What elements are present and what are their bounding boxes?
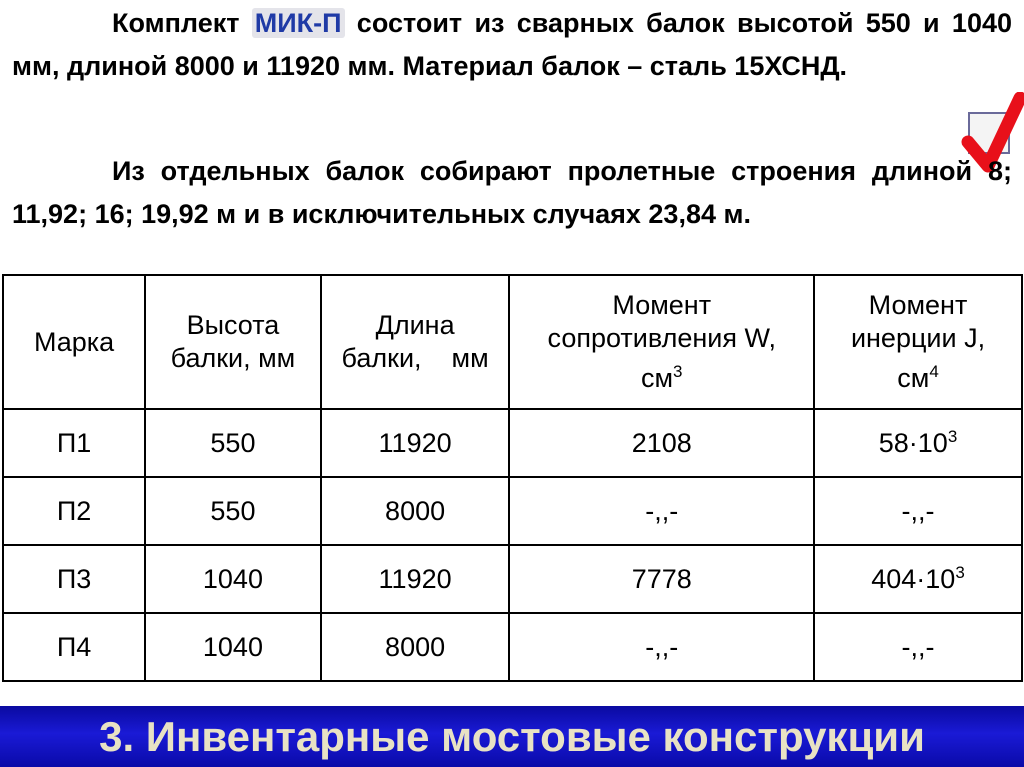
header-moment-of-inertia: Момент инерции J, $см^4$: [814, 275, 1022, 409]
section-title-banner: 3. Инвентарные мостовые конструкции: [0, 706, 1024, 767]
cell-moment-of-inertia: -,,-: [814, 477, 1022, 545]
intro-paragraph-1: [12, 2, 1012, 88]
table-header-row: [3, 275, 1022, 409]
cell-height: 550: [145, 477, 321, 545]
intro-p1-start: Комплект: [112, 8, 252, 38]
cell-length: 11920: [321, 409, 510, 477]
table-row: [3, 545, 1022, 613]
cell-moment-of-inertia: -,,-: [814, 613, 1022, 681]
cell-length: 8000: [321, 477, 510, 545]
header-mark: Марка: [3, 275, 145, 409]
header-length: Длина балки, мм: [321, 275, 510, 409]
cell-moment-of-inertia: $58\cdot 10^3$: [814, 409, 1022, 477]
cell-length: 11920: [321, 545, 510, 613]
cell-height: 550: [145, 409, 321, 477]
cell-height: 1040: [145, 545, 321, 613]
intro-p1-rest: состоит из сварных балок высотой 550 и 1040 мм, длиной 8000 и 11920 мм. Материал балок – сталь 15ХСНД.: [12, 8, 1012, 81]
cell-mark: П1: [3, 409, 145, 477]
cell-mark: П4: [3, 613, 145, 681]
intro-paragraph-2: [12, 150, 1012, 236]
cell-section-modulus: -,,-: [509, 477, 814, 545]
table-row: [3, 409, 1022, 477]
cell-mark: П2: [3, 477, 145, 545]
cell-length: 8000: [321, 613, 510, 681]
table-row: [3, 477, 1022, 545]
intro-p2-text: Из отдельных балок собирают пролетные строения длиной 8; 11,92; 16; 19,92 м и в исключительных случаях 23,84 м.: [12, 156, 1012, 229]
header-height: Высота балки, мм: [145, 275, 321, 409]
table-row: [3, 613, 1022, 681]
header-section-modulus: Момент сопротивления W, $см^3$: [509, 275, 814, 409]
beam-table: [2, 274, 1023, 682]
cell-section-modulus: 2108: [509, 409, 814, 477]
cell-section-modulus: -,,-: [509, 613, 814, 681]
cell-moment-of-inertia: $404\cdot 10^3$: [814, 545, 1022, 613]
cell-height: 1040: [145, 613, 321, 681]
product-name-highlight: МИК-П: [252, 8, 345, 38]
cell-mark: П3: [3, 545, 145, 613]
cell-section-modulus: 7778: [509, 545, 814, 613]
